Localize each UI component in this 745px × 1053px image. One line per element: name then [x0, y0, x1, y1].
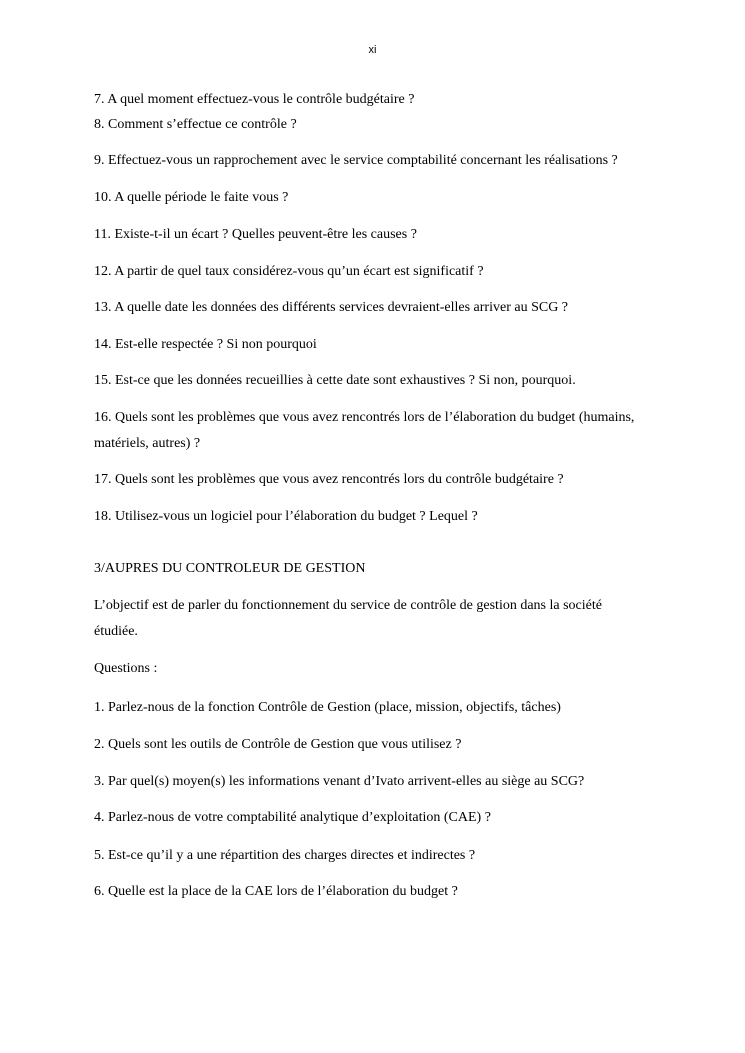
question-14: 14. Est-elle respectée ? Si non pourquoi	[94, 337, 317, 352]
question-12: 12. A partir de quel taux considérez-vous qu’un écart est significatif ?	[94, 264, 484, 279]
question-7: 7. A quel moment effectuez-vous le contrôle budgétaire ?	[94, 92, 415, 107]
question-10: 10. A quelle période le faite vous ?	[94, 190, 289, 205]
page-number: xi	[368, 44, 377, 56]
question-16-continued: matériels, autres) ?	[94, 436, 201, 451]
section-heading: 3/AUPRES DU CONTROLEUR DE GESTION	[94, 561, 366, 576]
cg-question-1: 1. Parlez-nous de la fonction Contrôle de Gestion (place, mission, objectifs, tâches)	[94, 700, 561, 715]
questions-label: Questions :	[94, 661, 158, 676]
cg-question-2: 2. Quels sont les outils de Contrôle de Gestion que vous utilisez ?	[94, 737, 462, 752]
cg-question-3: 3. Par quel(s) moyen(s) les informations venant d’Ivato arrivent-elles au siège au SCG?	[94, 774, 585, 789]
cg-question-5: 5. Est-ce qu’il y a une répartition des charges directes et indirectes ?	[94, 848, 476, 863]
question-16: 16. Quels sont les problèmes que vous avez rencontrés lors de l’élaboration du budget (humains,	[94, 410, 635, 425]
question-17: 17. Quels sont les problèmes que vous avez rencontrés lors du contrôle budgétaire ?	[94, 472, 564, 487]
cg-question-6: 6. Quelle est la place de la CAE lors de l’élaboration du budget ?	[94, 884, 458, 899]
cg-question-4: 4. Parlez-nous de votre comptabilité analytique d’exploitation (CAE) ?	[94, 810, 491, 825]
question-15: 15. Est-ce que les données recueillies à cette date sont exhaustives ? Si non, pourquoi.	[94, 373, 576, 388]
question-9: 9. Effectuez-vous un rapprochement avec le service comptabilité concernant les réalisations ?	[94, 153, 618, 168]
question-13: 13. A quelle date les données des différents services devraient-elles arriver au SCG ?	[94, 300, 569, 315]
question-8: 8. Comment s’effectue ce contrôle ?	[94, 117, 297, 132]
question-18: 18. Utilisez-vous un logiciel pour l’élaboration du budget ? Lequel ?	[94, 509, 478, 524]
section-intro: L’objectif est de parler du fonctionnement du service de contrôle de gestion dans la société	[94, 598, 602, 613]
section-intro-continued: étudiée.	[94, 624, 138, 639]
question-11: 11. Existe-t-il un écart ? Quelles peuvent-être les causes ?	[94, 227, 417, 242]
